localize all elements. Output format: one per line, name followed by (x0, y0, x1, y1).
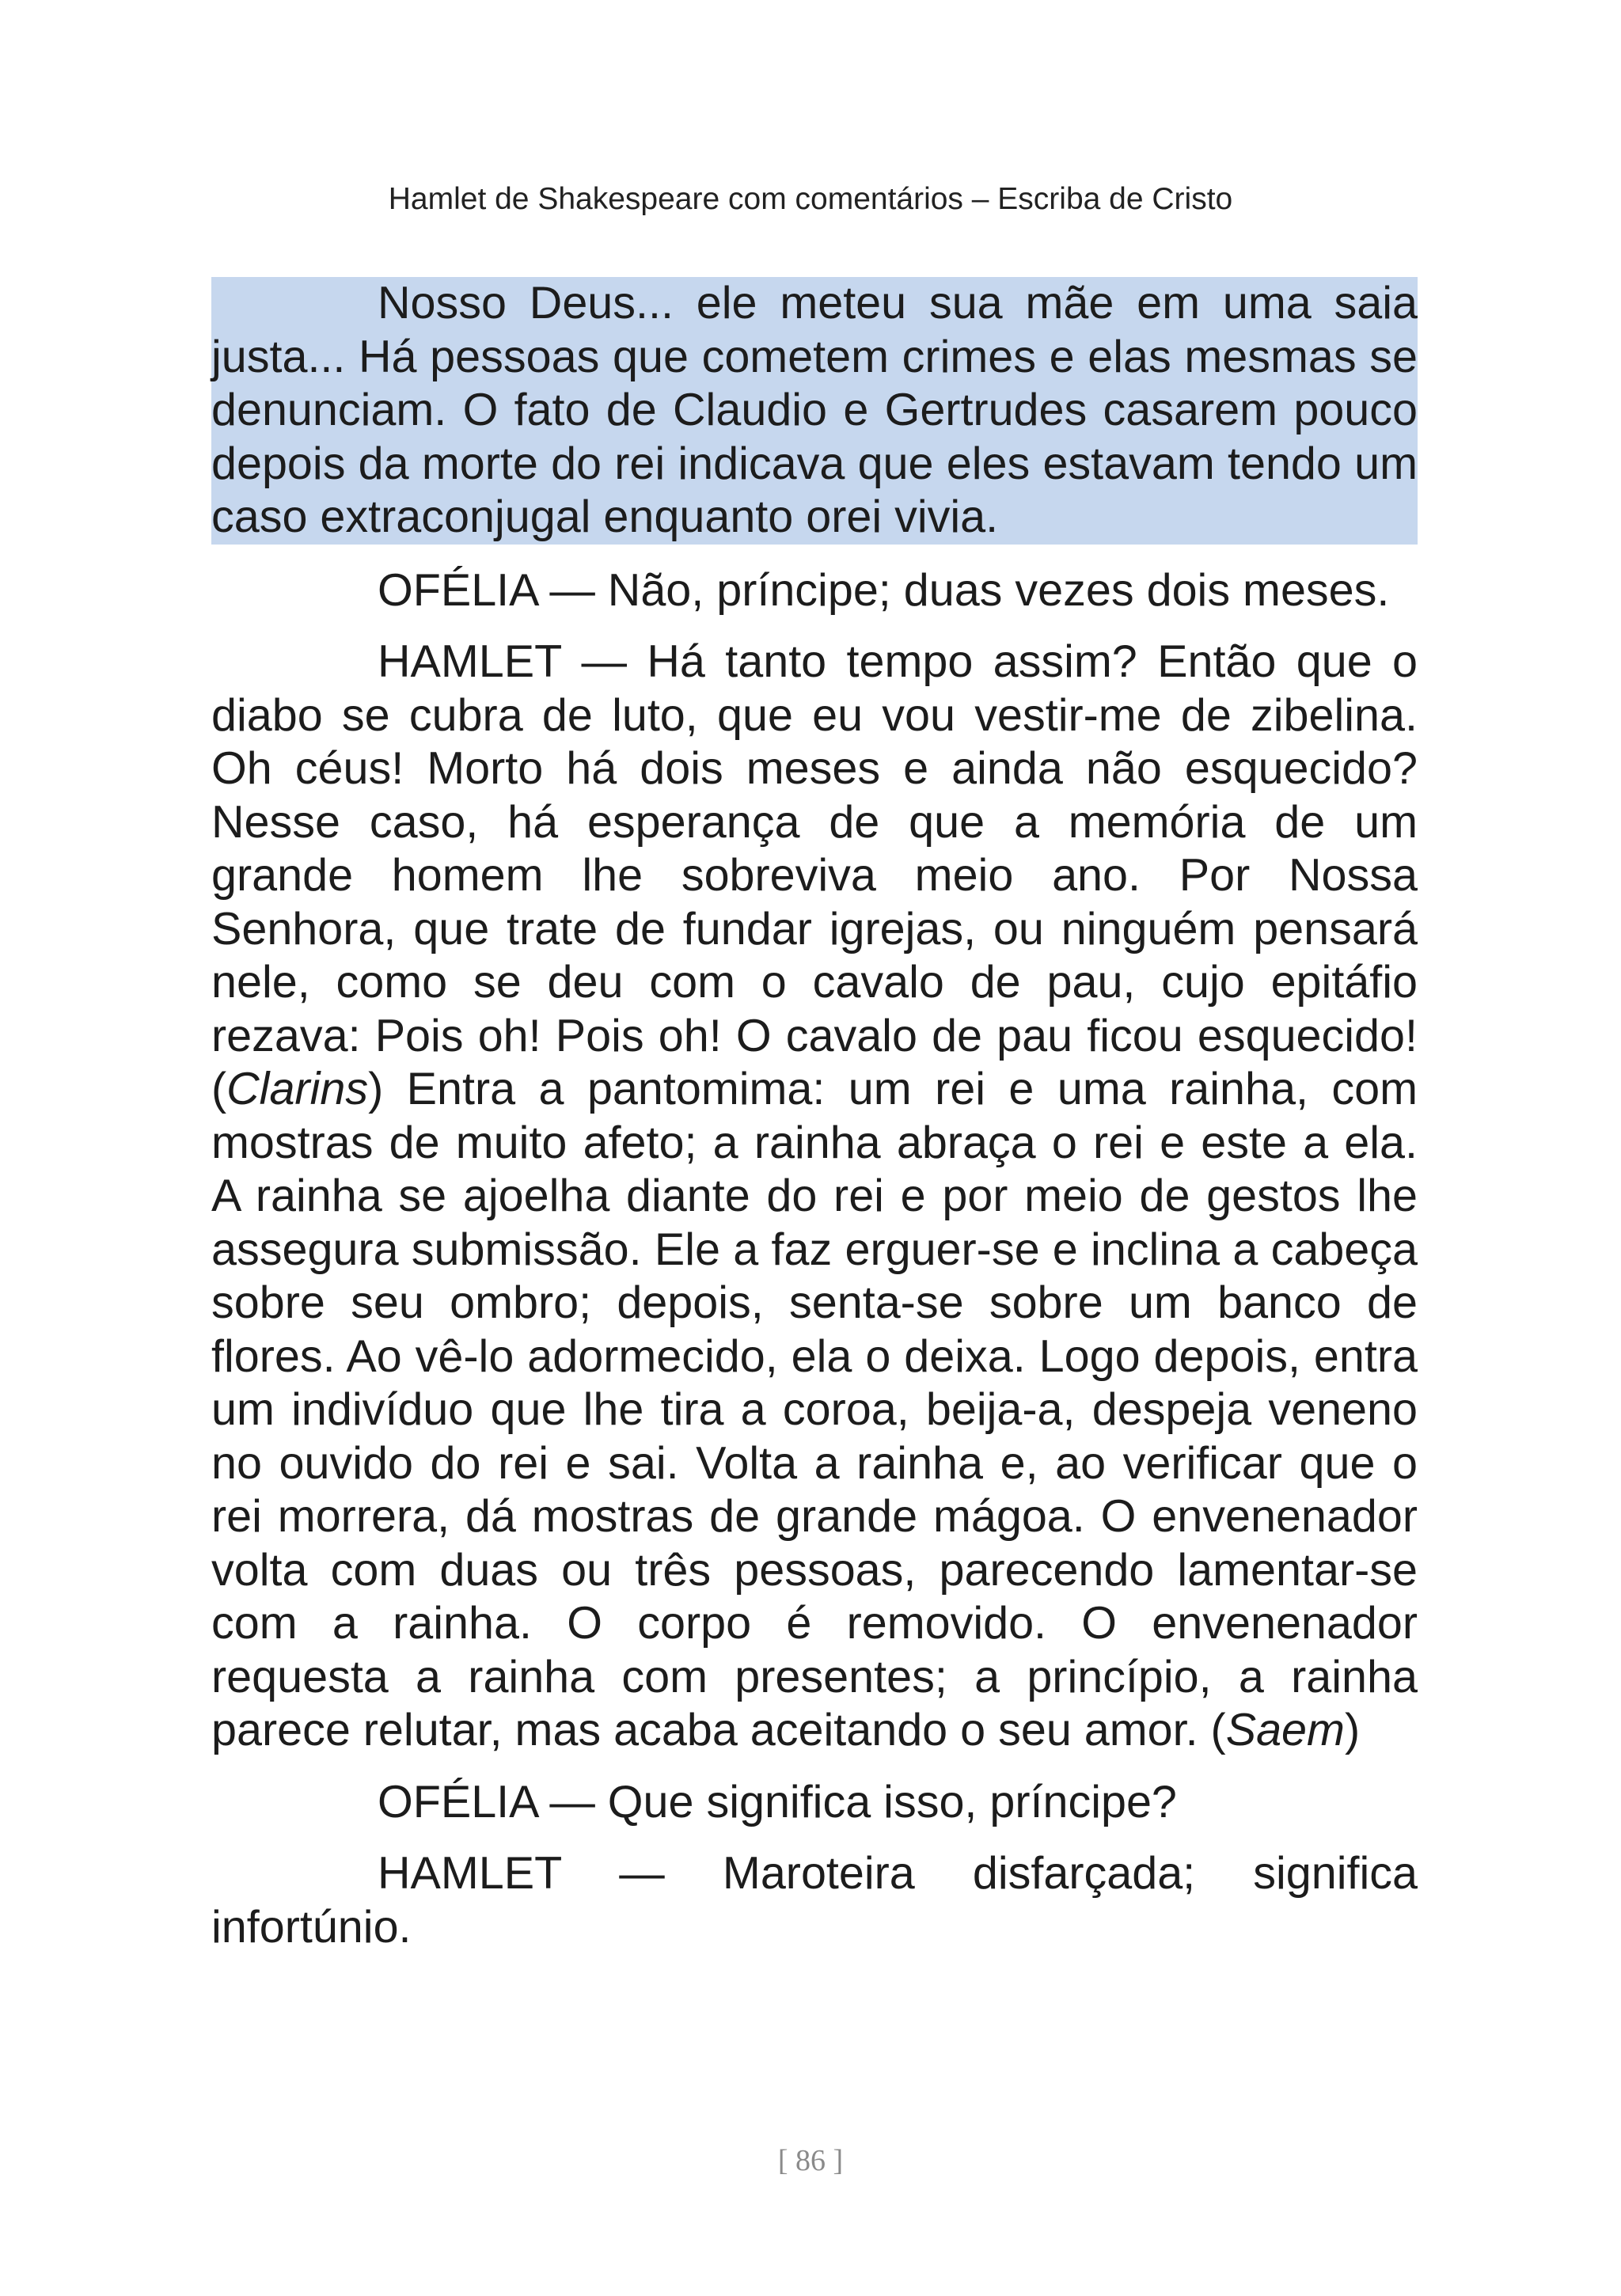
speech-text: infortúnio. (211, 1901, 412, 1953)
speech-text: ) (1344, 1705, 1361, 1755)
speech-text: Maroteira disfarçada; significa (722, 1848, 1418, 1899)
speaker-name: OFÉLIA (378, 564, 537, 616)
commentary-paragraph: Nosso Deus... ele meteu sua mãe em uma saia justa... Há pessoas que cometem crimes e elas mesmas se denunciam. O fato de Claudio e Gertrudes casarem pouco depois da morte do rei indicava que eles estavam tendo um caso extraconjugal enquanto orei vivia. (211, 277, 1418, 545)
speaker-name: HAMLET (378, 636, 562, 687)
page-body (211, 277, 1418, 1972)
dialogue-paragraph-ofelia-1 (211, 564, 1418, 618)
speech-dash: — (561, 1848, 723, 1899)
dialogue-paragraph-ofelia-2 (211, 1776, 1418, 1830)
dialogue-paragraph-hamlet-2-line1 (211, 1847, 1418, 1901)
speech-text: Não, príncipe; duas vezes dois meses. (607, 564, 1390, 616)
speaker-name: HAMLET (378, 1848, 562, 1899)
stage-direction: Clarins (226, 1064, 369, 1114)
speech-text: Há tanto tempo assim? Então que o diabo se cubra de luto, que eu vou vestir-me de zibelina. Oh céus! Morto há dois meses e ainda não esquecido? Nesse caso, há esperança de que a memória de um grande homem lhe sobreviva meio ano. Por Nossa Senhora, que trate de fundar igrejas, ou ninguém pensará nele, como se deu com o cavalo de pau, cujo epitáfio rezava: Pois oh! Pois oh! O cavalo de pau ficou esquecido! ( (211, 636, 1418, 1114)
page-number: [ 86 ] (777, 2144, 844, 2177)
dialogue-paragraph-hamlet-1 (211, 636, 1418, 1758)
speech-dash: — (537, 1776, 608, 1827)
running-header: Hamlet de Shakespeare com comentários – Escriba de Cristo (388, 182, 1233, 216)
speaker-name: OFÉLIA (378, 1776, 537, 1827)
speech-text: ) Entra a pantomima: um rei e uma rainha, com mostras de muito afeto; a rainha abraça o rei e este a ela. A rainha se ajoelha diante do rei e por meio de gestos lhe assegura submissão. Ele a faz erguer-se e inclina a cabeça sobre seu ombro; depois, senta-se sobre um banco de flores. Ao vê-lo adormecido, ela o deixa. Logo depois, entra um indivíduo que lhe tira a coroa, beija-a, despeja veneno no ouvido do rei e sai. Volta a rainha e, ao verificar que o rei morrera, dá mostras de grande mágoa. O envenenador volta com duas ou três pessoas, parecendo lamentar-se com a rainha. O corpo é removido. O envenenador requesta a rainha com presentes; a princípio, a rainha parece relutar, mas acaba aceitando o seu amor. ( (211, 1064, 1418, 1755)
speech-dash: — (561, 636, 647, 687)
speech-text: Que significa isso, príncipe? (607, 1776, 1177, 1827)
dialogue-paragraph-hamlet-2-line2 (211, 1901, 1418, 1955)
speech-dash: — (537, 564, 608, 616)
stage-direction: Saem (1225, 1705, 1345, 1755)
